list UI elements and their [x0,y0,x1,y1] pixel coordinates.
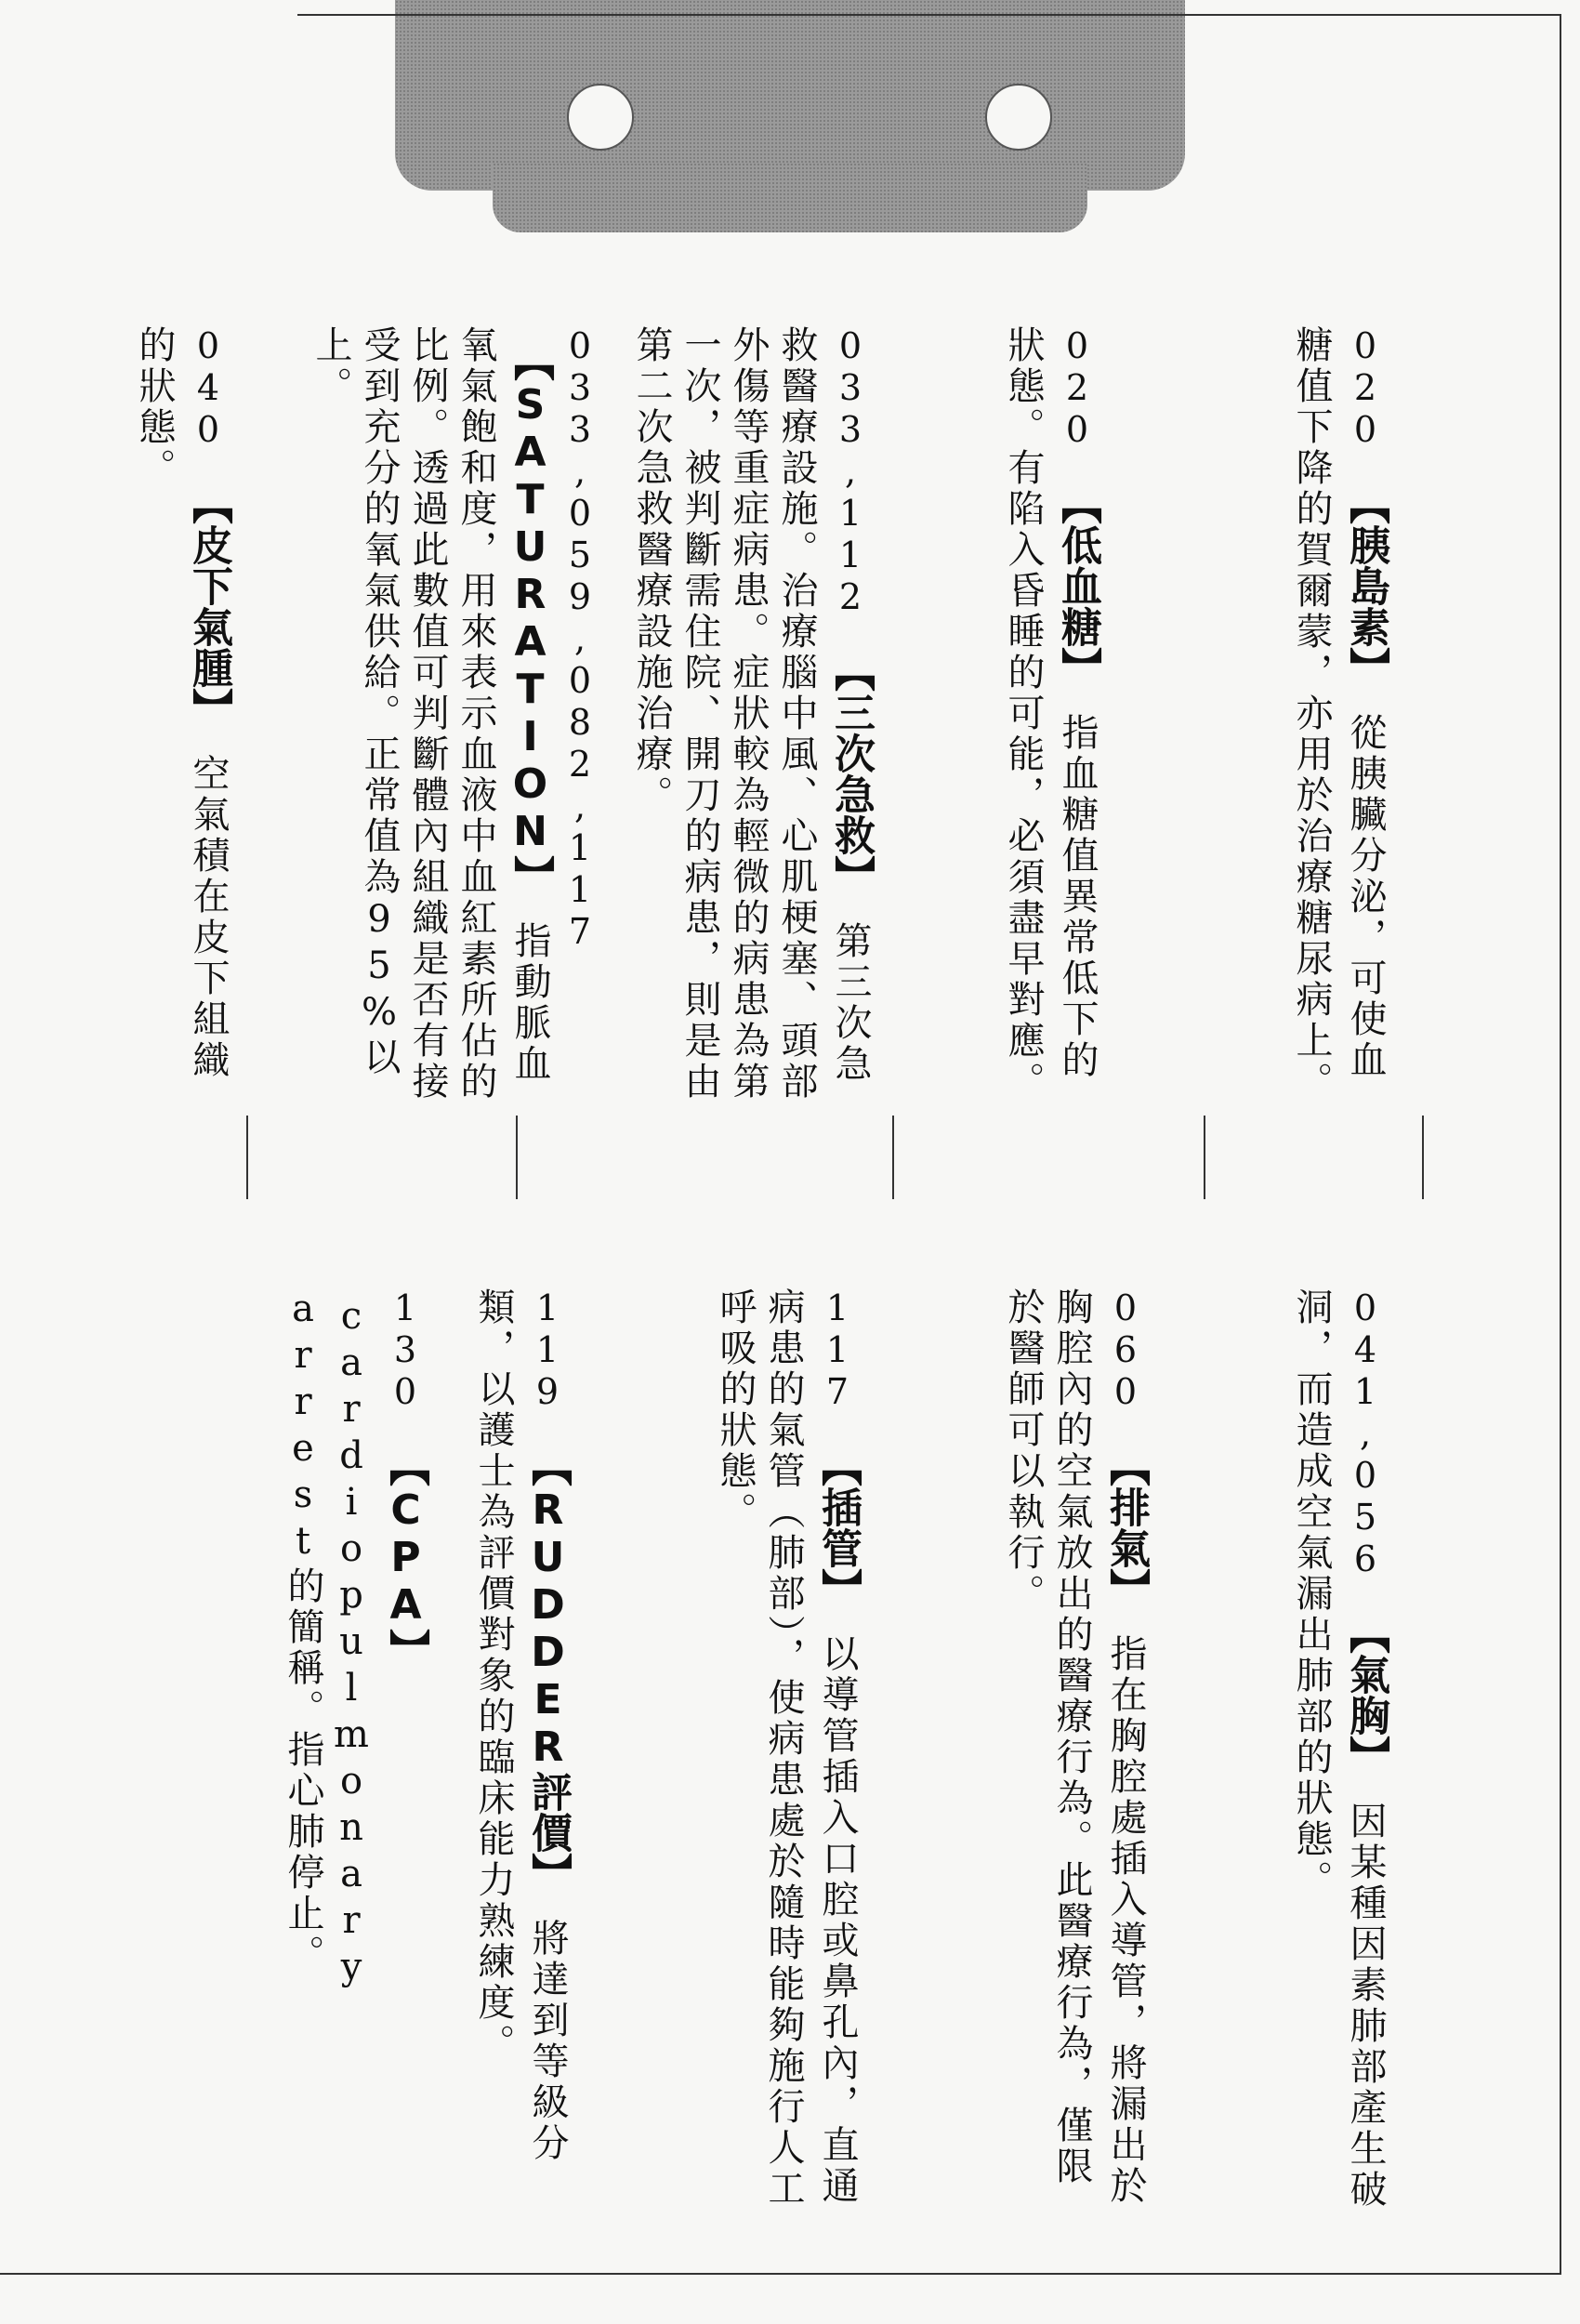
entry-hypoglycemia [999,325,1107,1106]
entry-desc: 將達到等級分類，以護士為評價對象的臨床能力熟練度。 [472,1287,569,2164]
entry-saturation [307,325,600,1106]
entry-pages: 020 [1345,325,1386,451]
entry-term: 【CPA】 [382,1446,429,1670]
entry-term: 【排氣】 [1102,1446,1150,1609]
entry-desc: 以導管插入口腔或鼻孔內，直通病患的氣管（肺部），使病患處於隨時能夠施行人工呼吸的狀態。 [714,1287,859,2210]
entry-pages: 033,112 [830,325,871,618]
entry-pages: 040 [188,325,229,451]
entry-desc: 從胰臟分泌，可使血糖值下降的賀爾蒙，亦用於治療糖尿病上。 [1290,325,1387,1103]
board-bottom-edge [0,2273,1561,2275]
separator-rule [892,1116,894,1199]
entry-pages: 060 [1105,1287,1146,1413]
entry-term: 【SATURATION】 [507,340,554,896]
entry-pages: 020 [1057,325,1098,451]
clipboard-clip-tab [493,163,1087,232]
entry-term: 【皮下氣腫】 [185,483,232,729]
entry-term: 【低血糖】 [1054,483,1101,688]
entry-term: 【氣胸】 [1342,1613,1389,1776]
entry-drainage [999,1287,1155,2217]
entry-rudder-evaluation [469,1287,577,2217]
entry-desc: 指動脈血氧氣飽和度，用來表示血液中血紅素所佔的比例。透過此數值可判斷體內組織是否有接受到充分的氧氣供給。正常值為95%以上。 [309,325,551,1103]
separator-rule [246,1116,248,1199]
entry-desc: 指血糖值異常低下的狀態。有陷入昏睡的可能，必須盡早對應。 [1002,325,1099,1103]
entry-term: 【胰島素】 [1342,483,1389,688]
board-top-edge [297,14,1561,16]
entry-tertiary-emergency [627,325,880,1106]
entry-pages: 130 [385,1287,426,1413]
entry-desc: 空氣積在皮下組織的狀態。 [133,325,230,1081]
entry-pancreas-insulin [1287,325,1395,1106]
entry-desc: 指在胸腔處插入導管，將漏出於胸腔內的空氣放出的醫療行為。此醫療行為，僅限於醫師可以執行。 [1002,1287,1147,2207]
entry-intubation [711,1287,867,2217]
separator-rule [1204,1116,1205,1199]
entry-desc: 因某種因素肺部產生破洞，而造成空氣漏出肺部的狀態。 [1290,1287,1387,2211]
entry-pages: 033,059,082,117 [560,325,600,953]
entry-pages: 119 [527,1287,568,1413]
board-right-edge [1560,14,1561,2273]
entry-term: 【RUDDER評價】 [524,1446,572,1894]
separator-rule [516,1116,518,1199]
entry-desc: cardiopulmonary arrest的簡稱。指心肺停止。 [282,1287,373,1992]
entry-desc: 第三次急救醫療設施。治療腦中風、心肌梗塞、頭部外傷等重症病患。症狀較為輕微的病患為第一次，被判斷需住院、開刀的病患，則是由第二次急救醫療設施治療。 [630,325,872,1103]
entry-subcutaneous-emphysema [130,325,238,1106]
clip-hole-left [567,84,634,151]
entry-pneumothorax [1287,1287,1395,2217]
entry-cpa [279,1287,435,2217]
entry-term: 【三次急救】 [827,651,875,896]
separator-rule [1422,1116,1424,1199]
entry-term: 【插管】 [814,1446,862,1609]
clip-hole-right [985,84,1052,151]
entry-pages: 041,056 [1345,1287,1386,1580]
entry-pages: 117 [817,1287,858,1413]
